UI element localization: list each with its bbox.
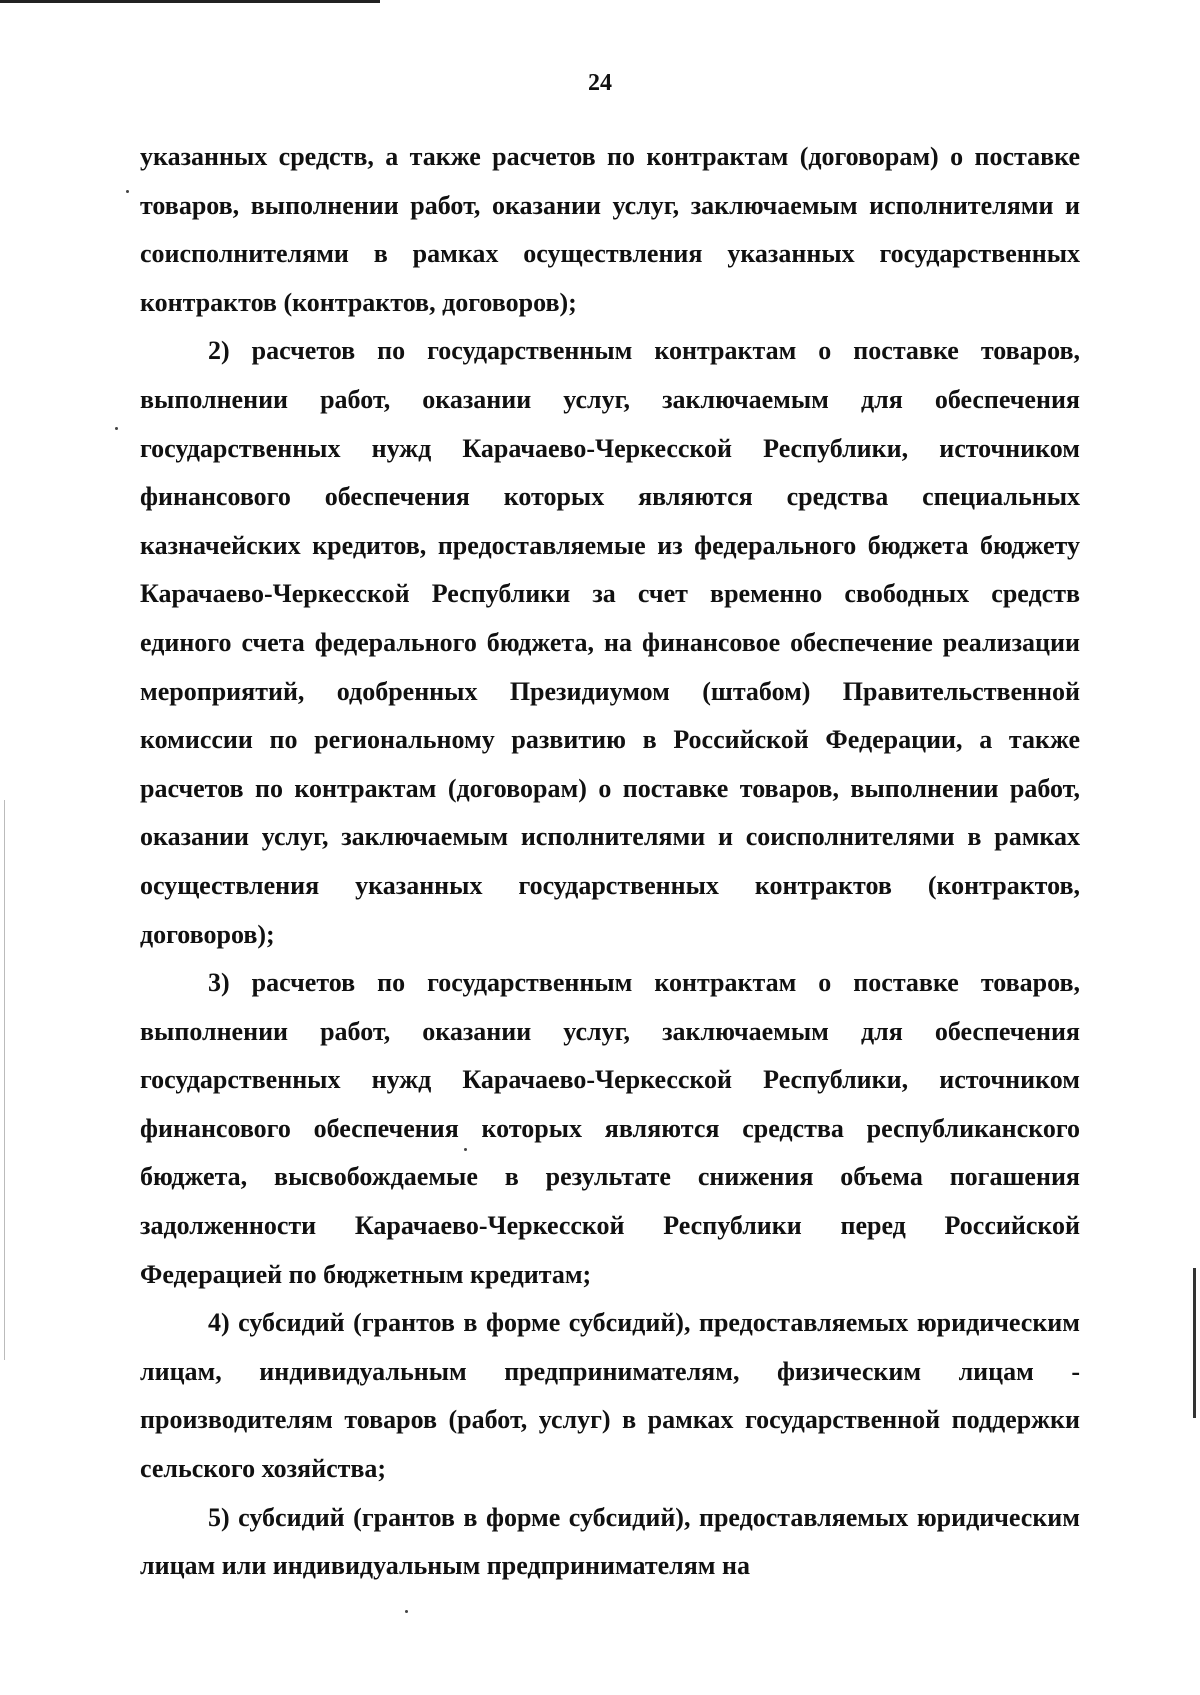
scan-speck [405,1610,408,1613]
paragraph-3: 3) расчетов по государственным контрактам о поставке товаров, выполнении работ, оказании услуг, заключаемым для обеспечения государственных нужд Карачаево-Черкесской Республики, источником финансового обеспечения которых являются средства республиканского бюджета, высвобождаемые в результате снижения объема погашения задолженности Карачаево-Черкесской Республики перед Российской Федерацией по бюджетным кредитам; [140,968,1080,1289]
scan-speck [126,190,129,193]
paragraph-5: 5) субсидий (грантов в форме субсидий), предоставляемых юридическим лицам или индивидуальным предпринимателям на [140,1502,1080,1581]
page-number: 24 [588,70,612,96]
scan-speck [115,427,118,430]
paragraph-4: 4) субсидий (грантов в форме субсидий), предоставляемых юридическим лицам, индивидуальным предпринимателям, физическим лицам - производителям товаров (работ, услуг) в рамках государственной поддержки сельского хозяйства; [140,1308,1080,1484]
scan-edge-right [1193,1268,1196,1418]
scan-edge-left [4,800,5,1360]
scan-edge-top [0,0,380,3]
document-body [140,133,1080,1591]
paragraph-1: указанных средств, а также расчетов по контрактам (договорам) о поставке товаров, выполнении работ, оказании услуг, заключаемым исполнителями и соисполнителями в рамках осуществления указанных государственных контрактов (контрактов, договоров); [140,142,1080,317]
paragraph-2: 2) расчетов по государственным контрактам о поставке товаров, выполнении работ, оказании услуг, заключаемым для обеспечения государственных нужд Карачаево-Черкесской Республики, источником финансового обеспечения которых являются средства специальных казначейских кредитов, предоставляемые из федерального бюджета бюджету Карачаево-Черкесской Республики за счет временно свободных средств единого счета федерального бюджета, на финансовое обеспечение реализации мероприятий, одобренных Президиумом (штабом) Правительственной комиссии по региональному развитию в Российской Федерации, а также расчетов по контрактам (договорам) о поставке товаров, выполнении работ, оказании услуг, заключаемым исполнителями и соисполнителями в рамках осуществления указанных государственных контрактов (контрактов, договоров); [140,336,1080,949]
